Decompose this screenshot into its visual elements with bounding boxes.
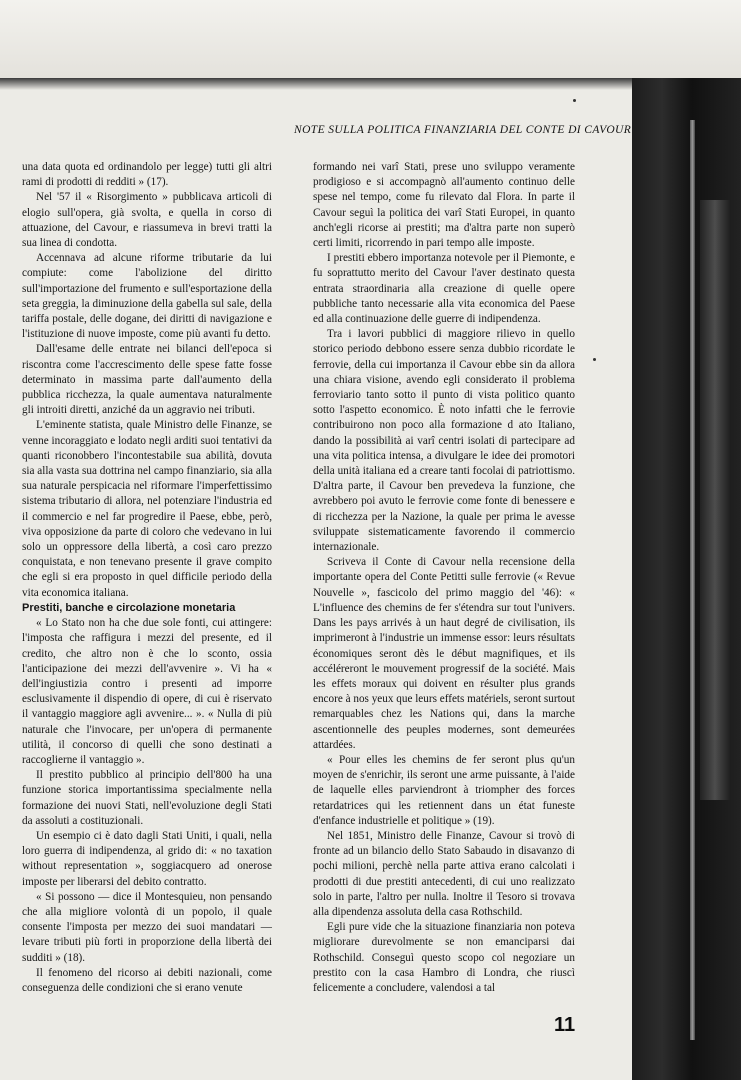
page-number: 11 (554, 1014, 576, 1036)
background-strip (0, 0, 741, 78)
paragraph: « Si possono — dice il Montesquieu, non pensando che alla migliore volontà di un popolo, il quale consente l'imposta per mezzo dei suoi mandatari — levare tributi più forti in proporzione della libertà dei sudditi » (18). (22, 890, 272, 964)
paragraph: L'eminente statista, quale Ministro delle Finanze, se venne incoraggiato e lodato negli arditi suoi tentativi da quanti riconobbero l'incontestabile sua abilità, dovuta sia alla vasta sua dottrina nel campo finanziario, sia alla sua naturale perspicacia nel riformare l'imperfettissimo sistema tributario di allora, nel potenziare l'industria ed il commercio e nel far progredire il Paese, ebbe, però, viva opposizione da parte di coloro che vedevano in lui solo un oppressore della libertà, a così caro prezzo conquistata, e non tenevano presente il grave compito che egli si era proposto in quel difficile periodo della vita economica italiana. (22, 419, 272, 599)
paragraph: Egli pure vide che la situazione finanziaria non poteva migliorare durevolmente se non emanciparsi dai Rothschild. Conseguì questo scopo col negoziare un prestito con la casa Hambro di Londra, che riuscì felicemente a concludere, valendosi a tal (313, 921, 575, 994)
paragraph: Dall'esame delle entrate nei bilanci dell'epoca si riscontra come l'accrescimento delle spese fatte fosse determinato in massima parte dall'aumento della pubblica ricchezza, la quale aumentava naturalmente gli introiti diretti, anziché da un aggravio nei tributi. (22, 343, 272, 417)
adjacent-page-edge (700, 200, 730, 800)
paragraph: una data quota ed ordinandolo per legge) tutti gli altri rami di prodotti di redditi » (17). (22, 161, 272, 189)
left-column (22, 160, 272, 996)
paragraph: « Lo Stato non ha che due sole fonti, cui attingere: l'imposta che raffigura i mezzi del presente, ed il credito, che altro non è che lo sconto, ossia l'anticipazione dei mezzi dell'avvenire ». Vi ha « dell'ingiustizia contro i presenti ad imporre esclusivamente il dispendio di opere, di cui è riservato il vantaggio maggiore agli avvenire... ». « Nulla di più naturale che l'invocare, per un'opera di permanente utilità, il concorso di quelli che sono destinati a raccoglierne il vantaggio ». (22, 617, 272, 766)
page-top-shadow (0, 78, 632, 90)
right-column (313, 160, 575, 996)
paragraph: Nel '57 il « Risorgimento » pubblicava articoli di elogio sull'opera, già svolta, e quella in corso di attuazione, del Cavour, e riassumeva in brevi tratti la sua linea di condotta. (22, 191, 272, 250)
paragraph: Il prestito pubblico al principio dell'800 ha una funzione storica importantissima specialmente nella formazione dei nuovi Stati, nell'evoluzione degli Stati da assoluti a costituzionali. (22, 769, 272, 827)
paragraph: Un esempio ci è dato dagli Stati Uniti, i quali, nella loro guerra di indipendenza, al grido di: « no taxation without representation », soggiacquero ad onerose imposte per liberarsi del debito contratto. (22, 829, 272, 888)
gutter-stripe (690, 120, 695, 1040)
paragraph: Accennava ad alcune riforme tributarie da lui compiute: come l'abolizione del diritto sull'importazione del frumento e sull'esportazione della seta greggia, la diminuzione della gabella sul sale, della tariffa postale, delle dogane, dei diritti di navigazione e l'istituzione di nuove imposte, come più avanti fu detto. (22, 252, 272, 341)
paragraph: formando nei varî Stati, prese uno sviluppo veramente prodigioso e si accompagnò all'aumento continuo delle spese nel tempo, come fu rilevato dal Flora. In parte il Cavour seguì la politica dei varî Stati Europei, in quanto anch'egli ricorse ai prestiti; ma d'altra parte non superò certi limiti, ricorrendo in pari tempo alle imposte. (313, 161, 575, 250)
speck (573, 99, 576, 102)
paragraph: Tra i lavori pubblici di maggiore rilievo in quello storico periodo debbono essere senza dubbio ricordate le ferrovie, della cui importanza il Cavour ebbe sin da allora una chiara visione, avendo egli considerato il problema ferroviario tanto sotto il punto di vista politico quanto sotto l'aspetto economico. È noto infatti che le ferrovie contribuirono non poco alla formazione d ato Italiano, dando la possibilità ai varî centri isolati di partecipare ad una vita politica intensa, a divulgare le idee dei promotori della unità italiana ed a creare tanti focolai di patriottismo. D'altra parte, il Cavour ben prevedeva la funzione, che avrebbero poi avuto le ferrovie come fonte di benessere e di ricchezza per la Nazione, la quale per prima le avesse sviluppate sistematicamente favorendo il commercio internazionale. (313, 328, 575, 554)
paragraph: « Pour elles les chemins de fer seront plus qu'un moyen de s'enrichir, ils seront une arme puissante, à l'aide de laquelle elles parviendront à triompher des forces retardatrices qui les retiennent dans un état funeste d'enfance industrielle et politique » (19). (313, 753, 575, 827)
paragraph: Nel 1851, Ministro delle Finanze, Cavour si trovò di fronte ad un bilancio dello Stato Sabaudo in disavanzo di pochi milioni, perchè nella parte attiva erano calcolati i prodotti di due prestiti antecedenti, di cui uno realizzato solo in parte, l'altro per nulla. Inoltre il Tesoro si trovava alla dipendenza assoluta della casa Rothschild. (313, 829, 575, 918)
section-title: Prestiti, banche e circolazione monetaria (22, 601, 236, 614)
speck (593, 358, 596, 361)
running-header: NOTE SULLA POLITICA FINANZIARIA DEL CONTE DI CAVOUR (294, 124, 632, 136)
paragraph: Il fenomeno del ricorso ai debiti nazionali, come conseguenza delle condizioni che si erano venute (22, 966, 272, 994)
paragraph: Scriveva il Conte di Cavour nella recensione della importante opera del Conte Petitti sulle ferrovie (« Revue Nouvelle », fascicolo del primo maggio del '46): « L'influence des chemins de fer s'étendra sur tout l'univers. Dans les pays arrivés à un haut degré de civilisation, ils imprimeront à l'industrie un immense essor: leurs résultats économiques seront dès le début magnifiques, et ils accéléreront le mouvement progressif de la société. Mais les effets moraux qui doivent en résulter plus grands encore à nos yeux que leurs effets matériels, seront surtout remarquables chez les Nations qui, dans la marche ascentionnelle des peuples modernes, sont demeurées attardées. (313, 556, 575, 751)
paragraph: I prestiti ebbero importanza notevole per il Piemonte, e fu soprattutto merito del Cavour l'aver destinato questa entrata straordinaria alla creazione di quelle opere pubbliche tanto necessarie alla vita economica del Paese ed alla continuazione delle guerre di indipendenza. (313, 252, 575, 326)
